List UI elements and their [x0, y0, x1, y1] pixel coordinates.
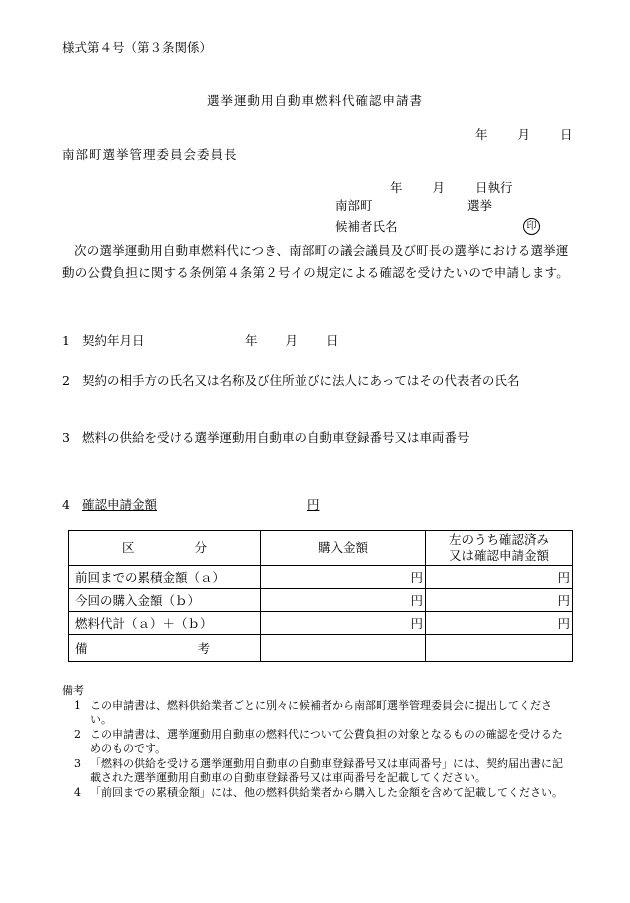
town-name: 南部町	[335, 198, 373, 213]
note-item: 4 「前回までの累積金額」には、他の燃料供給業者から購入した金額を含めて記載してください。	[74, 786, 563, 799]
row-label: 前回までの累積金額（ａ）	[69, 566, 261, 589]
item-requested-amount: 4 確認申請金額 円	[62, 497, 320, 512]
election-month: 月	[432, 180, 446, 195]
confirmed-amount-cell[interactable]: 円	[426, 612, 573, 635]
date-year: 年	[475, 127, 488, 142]
purchase-amount-cell[interactable]: 円	[261, 589, 426, 612]
row-label: 今回の購入金額（ｂ）	[69, 589, 261, 612]
item-contract-date: 1 契約年月日	[62, 333, 145, 348]
election-date	[390, 180, 513, 196]
table-row	[69, 566, 573, 589]
election-year: 年	[390, 180, 403, 195]
remarks-cell[interactable]	[261, 635, 426, 662]
item-vehicle-number: 3 燃料の供給を受ける選挙運動用自動車の自動車登録番号又は車両番号	[62, 430, 470, 445]
note-item: 2 この申請書は、選挙運動用自動車の燃料代について公費負担の対象となるものの確認を受けるためのものです。	[74, 728, 563, 755]
body-text: 次の選挙運動用自動車燃料代につき、南部町の議会議員及び町長の選挙における選挙運動の公費負担に関する条例第４条第２号イの規定による確認を受けたいので申請します。	[62, 243, 570, 280]
purchase-amount-cell[interactable]: 円	[261, 566, 426, 589]
item-contract-party: 2 契約の相手方の氏名又は名称及び住所並びに法人にあってはその代表者の氏名	[62, 373, 520, 388]
document-title: 選挙運動用自動車燃料代確認申請書	[206, 93, 423, 108]
seal-mark: 印	[523, 218, 540, 235]
note-item: 1 この申請書は、燃料供給業者ごとに別々に候補者から南部町選挙管理委員会に提出してください。	[74, 699, 552, 726]
header-confirmed-amount: 左のうち確認済み 又は確認申請金額	[426, 531, 573, 566]
election-name: 選挙	[467, 198, 493, 213]
table-row	[69, 612, 573, 635]
confirmed-amount-cell[interactable]: 円	[426, 589, 573, 612]
date-day: 日	[560, 127, 573, 142]
row-label: 燃料代計（ａ）＋（ｂ）	[69, 612, 261, 635]
remarks-label: 備 考	[69, 635, 261, 662]
form-number: 様式第４号（第３条関係）	[62, 40, 213, 55]
table-remarks-row	[69, 635, 573, 662]
purchase-amount-cell[interactable]: 円	[261, 612, 426, 635]
election-day-exec: 日執行	[475, 180, 513, 195]
header-division: 区 分	[69, 531, 261, 566]
fuel-cost-table	[68, 530, 573, 662]
table-row	[69, 589, 573, 612]
candidate-name-label: 候補者氏名	[335, 219, 398, 234]
header-purchase-amount: 購入金額	[261, 531, 426, 566]
addressee: 南部町選挙管理委員会委員長	[62, 147, 238, 162]
application-date	[475, 127, 573, 143]
note-item: 3 「燃料の供給を受ける選挙運動用自動車の自動車登録番号又は車両番号」には、契約届出書に記載された選挙運動用自動車の自動車登録番号又は車両番号を記載してください。	[74, 757, 563, 784]
notes-title: 備考	[62, 684, 84, 697]
confirmed-amount-cell[interactable]: 円	[426, 566, 573, 589]
remarks-cell[interactable]	[426, 635, 573, 662]
notes-section	[62, 684, 572, 801]
table-header-row	[69, 531, 573, 566]
date-month: 月	[517, 127, 531, 142]
item-contract-date-fields: 年 月 日	[245, 333, 339, 348]
